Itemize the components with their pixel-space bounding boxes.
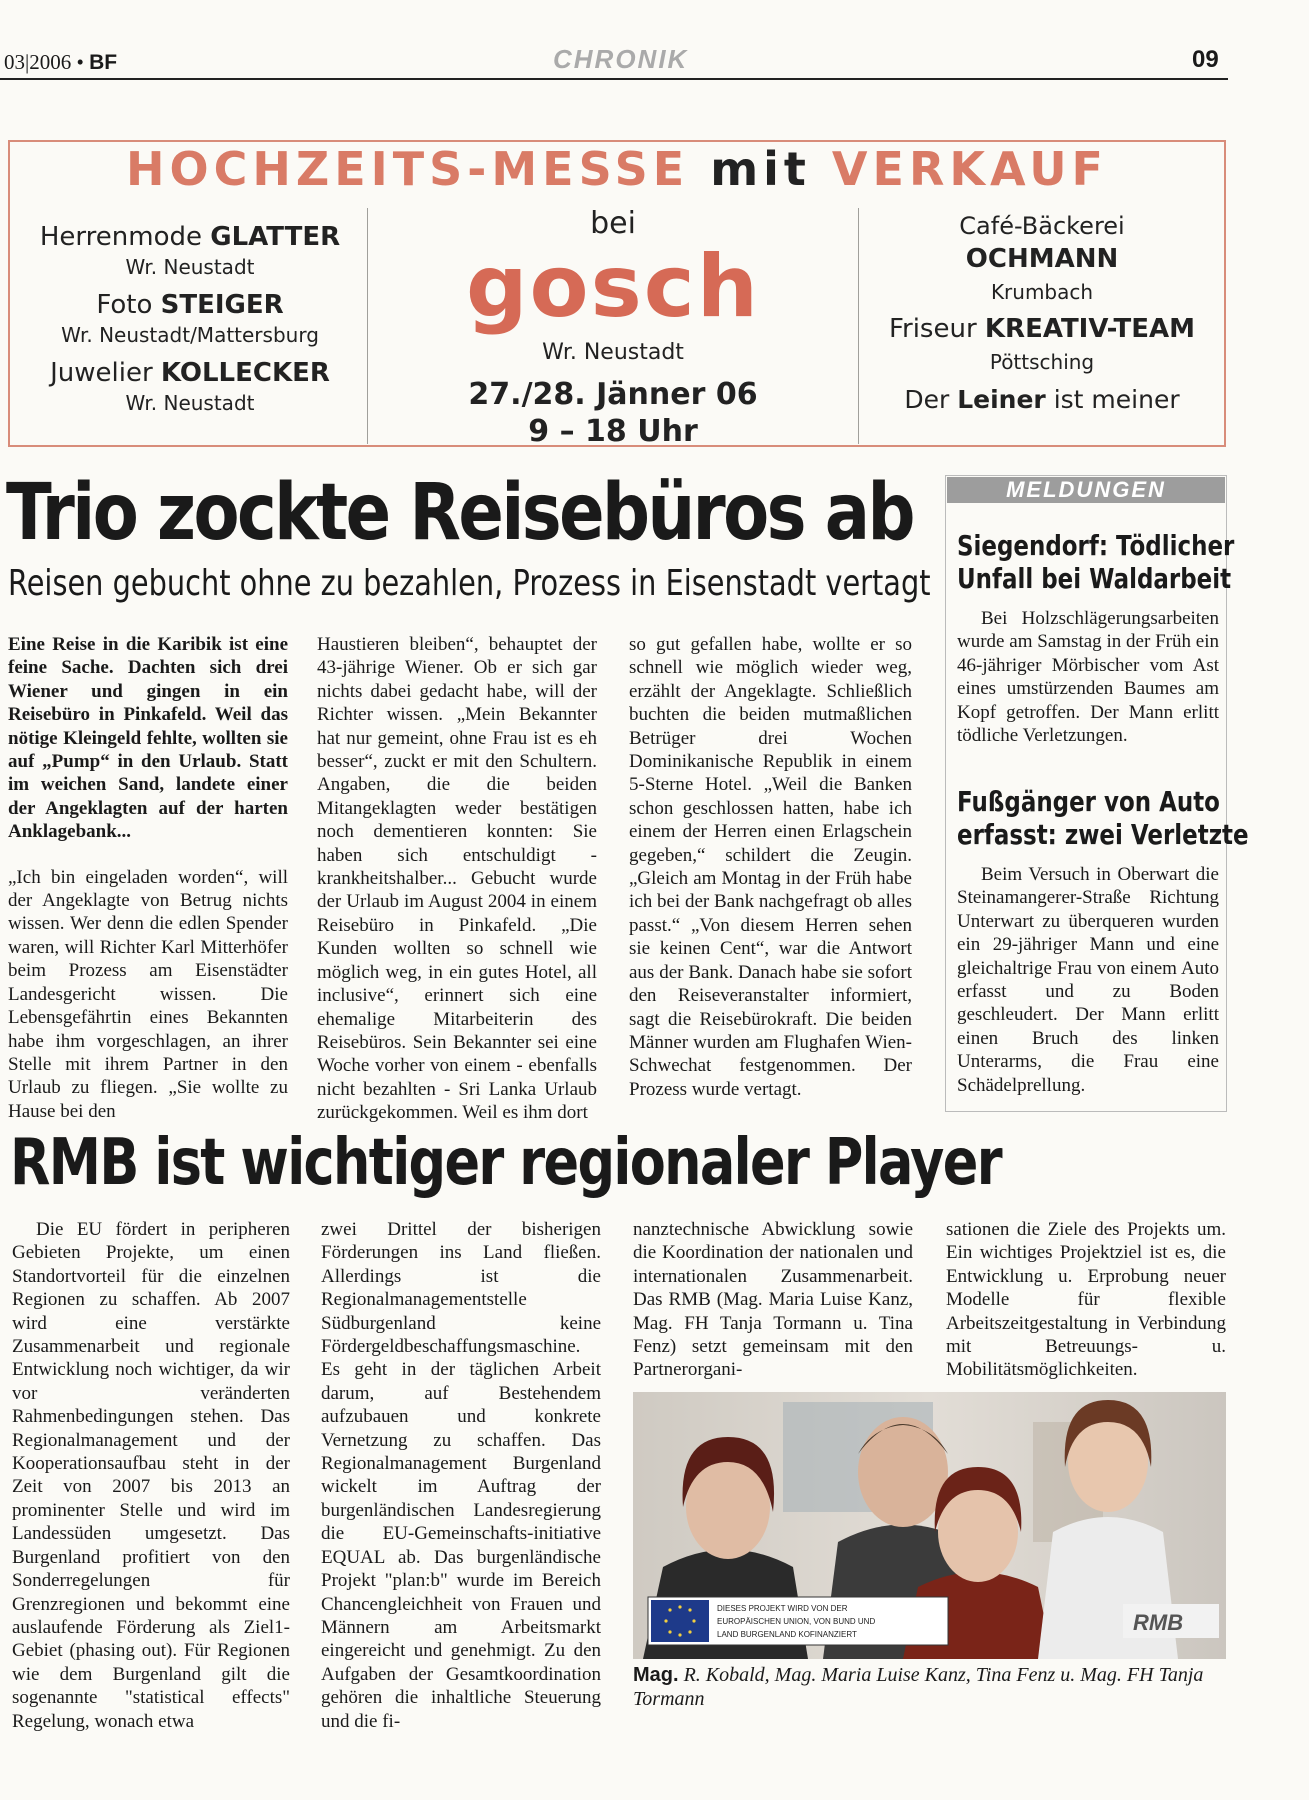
article2-column-3	[633, 1218, 913, 1382]
meldung-2-headline	[957, 785, 1249, 851]
meldung-2-headline-line2: erfasst: zwei Verletzte	[957, 818, 1249, 851]
ad-center-place: Wr. Neustadt	[542, 340, 684, 365]
ad-right-line1: Café-Bäckerei	[959, 212, 1125, 240]
meldungen-label: MELDUNGEN	[947, 477, 1225, 503]
issue-label	[4, 50, 117, 75]
gosch-logo: gosch	[465, 237, 761, 337]
header-bullet: •	[76, 50, 84, 74]
article2-column-2	[321, 1218, 601, 1733]
ad-sponsor-1-place: Wr. Neustadt	[125, 255, 255, 279]
ad-right-line4: Friseur KREATIV-TEAM	[888, 314, 1196, 344]
meldung-2-headline-line1: Fußgänger von Auto	[957, 785, 1220, 818]
article1-headline: Trio zockte Reisebüros ab	[6, 468, 913, 558]
rmb-logo: RMB	[1133, 1610, 1184, 1635]
ad-divider-left	[367, 208, 368, 444]
ad-center-column	[370, 206, 856, 449]
issue-number: 03|2006	[4, 50, 72, 74]
article1-column-3	[629, 633, 912, 1101]
article2-col2-text: zwei Drittel der bisherigen Förderungen ins Land fließen. Allerdings ist die Regionalmanagementstelle Südburgenland keine Fördergeldbeschaffungsmaschine. Es geht in der täglichen Arbeit darum, auf Bestehendem aufzubauen und konkrete Vernetzung zu schaffen. Das Regionalmanagement Burgenland wickelt im Auftrag der burgenländischen Landesregierung die EU-Gemeinschafts-initiative EQUAL ab. Das burgenländische Projekt "plan:b" wurde im Bereich Chancengleichheit von Frauen und Männern am Arbeitsmarkt eingereicht und genehmigt. Zu den Aufgaben der Gesamtkoordination gehören die inhaltliche Steuerung und die fi-	[321, 1219, 601, 1732]
ad-divider-right	[858, 208, 859, 444]
publication-name: BF	[89, 51, 118, 74]
meldung-1	[957, 529, 1235, 747]
section-title: CHRONIK	[553, 44, 689, 74]
article2-col3-text: nanztechnische Abwicklung sowie die Koordination der nationalen und internationalen Zusammenarbeit. Das RMB (Mag. Maria Luise Kanz, Mag. FH Tanja Tormann u. Tina Fenz) setzt gemeinsam mit den Partnerorgani-	[633, 1219, 913, 1381]
photo-caption	[633, 1663, 1226, 1711]
ad-sponsor-3: Juwelier KOLLECKER	[50, 358, 330, 388]
article1-col2-text: Haustieren bleiben“, behauptet der 43-jährige Wiener. Ob er sich gar nichts dabei gedacht habe, will der Richter wissen. „Mein Bekannter hat nur gemeint, ohne Frau ist es eh besser“, zuckt er mit den Schultern. Angaben, die die beiden Mitangeklagten weder bestätigen noch dementieren konnten: Sie haben sich entschuldigt - krankheitshalber... Gebucht wurde der Urlaub im August 2004 in einem Reisebüro in Pinkafeld. „Die Kunden wollten so schnell wie möglich weg, in ein gutes Hotel, all inclusive“, erinnert sich eine ehemalige Mitarbeiterin des Reisebüros. Sein Bekannter sei eine Woche vorher von einem - ebenfalls nicht bezahlten - Sri Lanka Urlaub zurückgekommen. Weil es ihm dort	[317, 634, 597, 1124]
meldung-1-headline-line1: Siegendorf: Tödlicher	[957, 529, 1235, 562]
article1-column-1	[8, 633, 288, 1123]
article2-headline: RMB ist wichtiger regionaler Player	[10, 1126, 1001, 1200]
article1-col1-text: „Ich bin eingeladen worden“, will der Angeklagte von Betrug nichts wissen. Wer denn die edlen Spender waren, will Richter Karl Mitterhöfer beim Prozess am Eisenstädter Landesgericht wissen. Die Lebensgefährtin eines Bekannten habe ihm vorgeschlagen, an ihrer Stelle mit ihrem Partner in den Urlaub zu fliegen. „Sie wollte zu Hause bei den	[8, 866, 288, 1122]
ad-sponsor-2-place: Wr. Neustadt/Mattersburg	[61, 323, 319, 347]
ad-right-line5: Pöttsching	[989, 350, 1095, 374]
ad-title-part1: HOCHZEITS-MESSE	[126, 142, 690, 196]
page-number: 09	[1192, 46, 1219, 73]
article1-col3-text: so gut gefallen habe, wollte er so schnell wie möglich wieder weg, erzählt der Angeklagte. Schließlich buchten die beiden mutmaßlichen Betrüger drei Wochen Dominikanische Republik in einem 5-Sterne Hotel. „Weil die Banken schon geschlossen hatten, habe ich einem der Herren einen Erlagschein gegeben,“ schildert die Zeugin. „Gleich am Montag in der Früh habe ich bei der Bank nachgefragt ob alles passt.“ „Von diesem Herren sehen sie keinen Cent“, war die Antwort aus der Bank. Danach habe sie sofort den Reiseveranstalter informiert, sagt die Reisebürokraft. Die beiden Männer wurden am Flughafen Wien-Schwechat festgenommen. Der Prozess wurde vertagt.	[629, 634, 912, 1100]
ad-right-line2: OCHMANN	[965, 244, 1119, 274]
meldung-1-headline	[957, 529, 1235, 595]
ad-title-part3: VERKAUF	[831, 142, 1108, 196]
ad-left-column	[20, 222, 360, 418]
photo-banner-line3: LAND BURGENLAND KOFINANZIERT	[717, 1630, 857, 1639]
photo-banner-line1: DIESES PROJEKT WIRD VON DER	[717, 1604, 848, 1613]
article2-column-1	[12, 1218, 290, 1733]
article2-column-4	[946, 1218, 1226, 1382]
photo-caption-bold: Mag.	[633, 1664, 679, 1686]
ad-right-line6: Der Leiner ist meiner	[904, 385, 1180, 414]
meldung-1-headline-line2: Unfall bei Waldarbeit	[957, 562, 1232, 595]
ad-sponsor-1: Herrenmode GLATTER	[39, 222, 341, 252]
article1-lead: Eine Reise in die Karibik ist eine feine Sache. Dachten sich drei Wiener und gingen in ein Reisebüro in Pinkafeld. Weil das nötige Kleingeld fehlte, wollten sie auf „Pump“ in den Urlaub. Statt im weichen Sand, landete einer der Angeklagten auf der harten Anklagebank...	[8, 634, 288, 843]
ad-time: 9 – 18 Uhr	[528, 414, 698, 449]
ad-title	[8, 142, 1226, 196]
article1-subheadline: Reisen gebucht ohne zu bezahlen, Prozess in Eisenstadt vertagt	[8, 563, 931, 604]
article2-col4-text: sationen die Ziele des Projekts um. Ein wichtiges Projektziel ist es, die Entwicklung u. Erprobung neuer Modelle für flexible Arbeitszeitgestaltung in Verbindung mit Betreuungs- u. Mobilitätsmöglichkeiten.	[946, 1219, 1226, 1381]
meldung-2	[957, 785, 1249, 1097]
ad-title-part2: mit	[710, 142, 811, 196]
ad-right-line3: Krumbach	[990, 280, 1094, 304]
article1-column-2	[317, 633, 597, 1125]
team-photo-illustration	[633, 1392, 1226, 1659]
ad-sponsor-3-place: Wr. Neustadt	[125, 391, 255, 415]
meldung-2-text: Beim Versuch in Oberwart die Steinamangerer-Straße Richtung Unterwart zu überqueren wurden ein 29-jähriger Mann und eine gleichaltrige Frau von einem Auto erfasst und zu Boden geschleudert. Der Mann erlitt einen Bruch des linken Unterarms, die Frau eine Schädelprellung.	[957, 864, 1219, 1096]
meldung-1-text: Bei Holzschlägerungsarbeiten wurde am Samstag in der Früh ein 46-jähriger Mörbischer vom Ast eines umstürzenden Baumes am Kopf getroffen. Der Mann erlitt tödliche Verletzungen.	[957, 608, 1219, 747]
ad-bei: bei	[590, 206, 636, 241]
ad-right-column	[862, 210, 1222, 416]
photo-caption-text: R. Kobald, Mag. Maria Luise Kanz, Tina Fenz u. Mag. FH Tanja Tormann	[633, 1664, 1204, 1710]
article2-col1-text: Die EU fördert in peripheren Gebieten Projekte, um einen Standortvorteil für die einzelnen Regionen zu schaffen. Ab 2007 wird eine verstärkte Zusammenarbeit und regionale Entwicklung noch wichtiger, da wir vor veränderten Rahmenbedingungen stehen. Das Regionalmanagement und der Kooperationsaufbau steht in der Zeit von 2007 bis 2013 an prominenter Stelle und wird im Landessüden umgesetzt. Das Burgenland profitiert von den Sonderregelungen für Grenzregionen und bekommt eine auslaufende Förderung als Ziel1-Gebiet (phasing out). Für Regionen wie dem Burgenland gilt die sogenannte "statistical effects" Regelung, wonach etwa	[12, 1219, 290, 1732]
rmb-team-photo	[633, 1392, 1226, 1659]
photo-banner-line2: EUROPÄISCHEN UNION, VON BUND UND	[717, 1617, 876, 1626]
ad-date: 27./28. Jänner 06	[468, 377, 758, 412]
ad-sponsor-2: Foto STEIGER	[96, 290, 284, 320]
